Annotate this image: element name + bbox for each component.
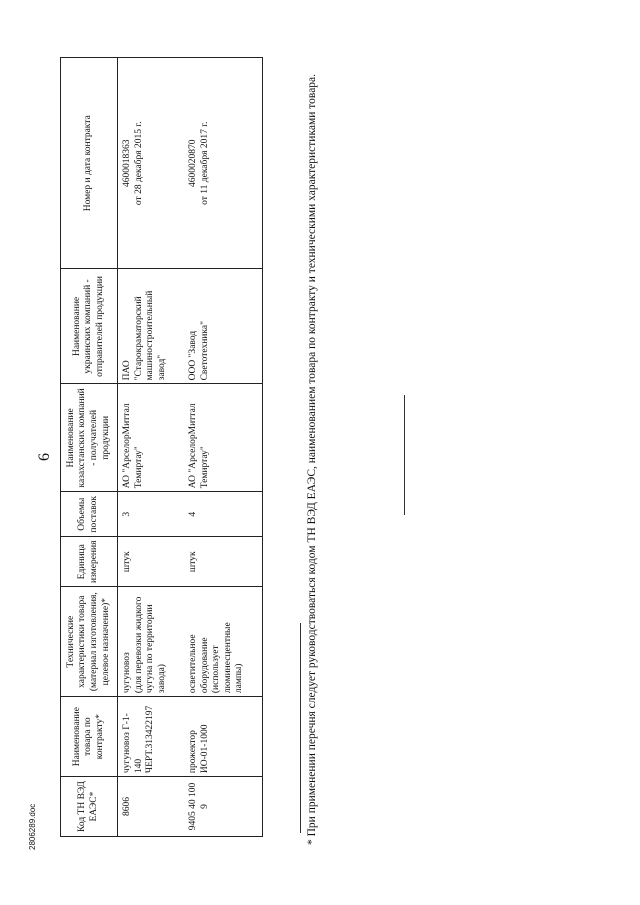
cell-name bbox=[118, 697, 185, 777]
cell-sender bbox=[184, 269, 263, 384]
header-sender: Наименование украинских компаний - отправителей продукции bbox=[61, 269, 118, 384]
contract-number: 4600020870 bbox=[188, 139, 198, 187]
cell-line: лампы) bbox=[234, 663, 245, 694]
cell-sender bbox=[118, 269, 185, 384]
cell-line: ПАО bbox=[122, 360, 132, 381]
table-row bbox=[118, 58, 185, 837]
cell-qty: 3 bbox=[118, 492, 185, 537]
cell-contract bbox=[118, 58, 185, 269]
header-unit: Единица измерения bbox=[61, 537, 118, 587]
header-code: Код ТН ВЭД ЕАЭС* bbox=[61, 777, 118, 837]
separator-line bbox=[404, 395, 405, 515]
cell-unit: штук bbox=[184, 537, 263, 587]
header-qty: Объемы поставок bbox=[61, 492, 118, 537]
footnote-rule bbox=[300, 623, 301, 833]
cell-contract bbox=[184, 58, 263, 269]
header-recipient: Наименование казахстанских компаний - получателей продукции bbox=[61, 384, 118, 492]
contract-number: 4600018363 bbox=[122, 139, 132, 187]
cell-name bbox=[184, 697, 263, 777]
footnote: * При применении перечня следует руководствоваться кодом ТН ВЭД ЕАЭС, наименованием товара по контракту и техническими характеристиками товара. bbox=[306, 73, 318, 845]
cell-line: ИО-01-1000 bbox=[199, 724, 210, 774]
table-row bbox=[184, 58, 263, 837]
cell-recipient bbox=[184, 384, 263, 492]
file-name: 2806289.doc bbox=[28, 803, 37, 850]
cell-spec bbox=[118, 587, 185, 697]
cell-spec bbox=[184, 587, 263, 697]
table-header-row bbox=[61, 58, 118, 837]
cell-line: завод" bbox=[156, 354, 167, 381]
goods-table bbox=[60, 57, 263, 837]
cell-line: АО "АрселорМиттал bbox=[188, 403, 198, 489]
cell-line: чугуновоз bbox=[122, 652, 132, 694]
cell-code: 9405 40 100 9 bbox=[184, 777, 263, 837]
header-name: Наименование товара по контракту* bbox=[61, 697, 118, 777]
cell-line: люминесцентные bbox=[222, 622, 233, 694]
cell-line: (использует bbox=[211, 645, 222, 694]
cell-line: ООО "Завод bbox=[188, 330, 198, 381]
cell-line: ЧЕРТ.313422197 bbox=[145, 705, 156, 774]
cell-line: АО "АрселорМиттал bbox=[122, 403, 132, 489]
header-spec: Технические характеристики товара (материал изготовления, целевое назначение)* bbox=[61, 587, 118, 697]
cell-qty: 4 bbox=[184, 492, 263, 537]
page-number: 6 bbox=[36, 453, 53, 461]
cell-line: Темиртау" bbox=[133, 446, 144, 489]
cell-code: 8606 bbox=[118, 777, 185, 837]
cell-unit: штук bbox=[118, 537, 185, 587]
header-contract: Номер и дата контракта bbox=[61, 58, 118, 269]
cell-line: чугуновоз Г-1-140 bbox=[122, 713, 144, 774]
contract-date: от 28 декабря 2015 г. bbox=[133, 121, 144, 206]
cell-line: "Старокраматорский bbox=[133, 296, 144, 381]
cell-line: Темиртау" bbox=[199, 446, 210, 489]
cell-line: оборудование bbox=[199, 637, 210, 694]
cell-line: прожектор bbox=[188, 730, 198, 774]
cell-line: чугуна по территории bbox=[145, 604, 156, 694]
cell-line: (для перевозки жидкого bbox=[133, 596, 144, 694]
cell-line: машиностроительный bbox=[145, 290, 156, 381]
contract-date: от 11 декабря 2017 г. bbox=[199, 121, 210, 205]
cell-line: Светотехника" bbox=[199, 321, 210, 381]
cell-line: завода) bbox=[156, 664, 167, 694]
cell-line: осветительное bbox=[188, 634, 198, 694]
cell-recipient bbox=[118, 384, 185, 492]
